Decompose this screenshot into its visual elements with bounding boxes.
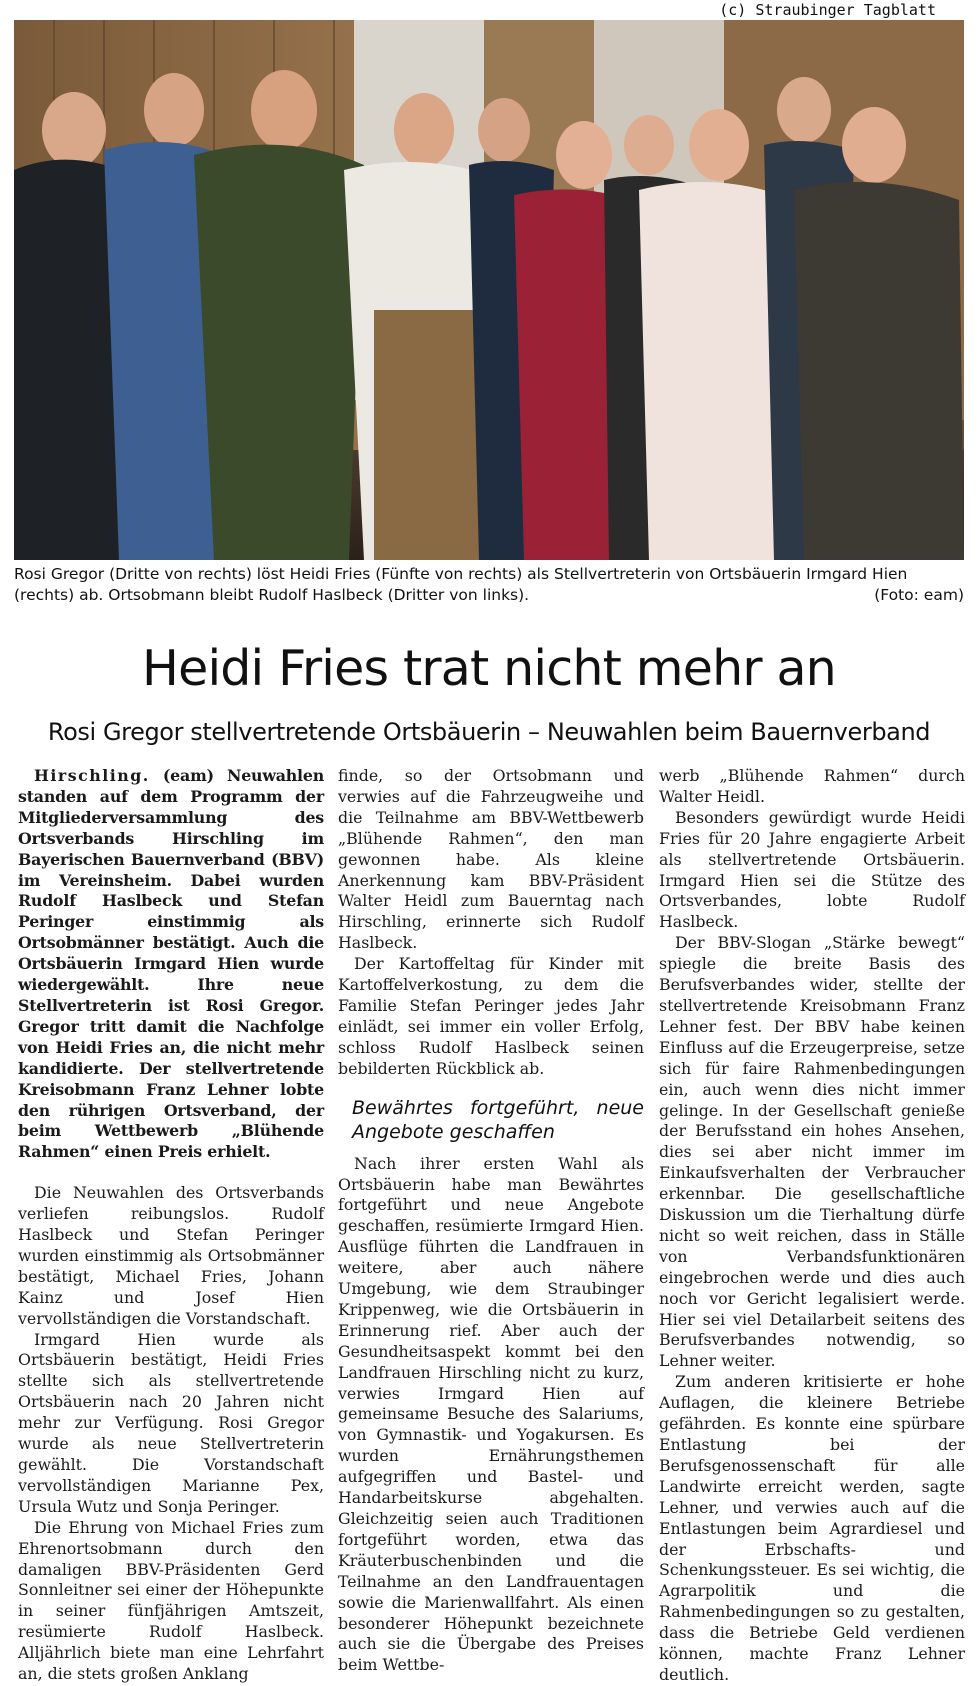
lead-text: (eam) Neuwahlen standen auf dem Programm der Mitgliederversammlung des Ortsverbands Hirschling im Bayerischen Bauernverband (BBV) im Vereinsheim. Dabei wurden Rudolf Haslbeck und Stefan Peringer einstimmig als Ortsobmänner bestätigt. Auch die Ortsbäuerin Irmgard Hien wurde wiedergewählt. Ihre neue Stellvertreterin ist Rosi Gregor. Gregor tritt damit die Nachfolge von Heidi Fries an, die nicht mehr kandidierte. Der stellvertretende Kreisobmann Franz Lehner lobte den rührigen Ortsverband, der beim Wettbewerb „Blühende Rahmen“ einen Preis erhielt. [18,766,324,1162]
caption-text: Rosi Gregor (Dritte von rechts) löst Heidi Fries (Fünfte von rechts) als Stellvertreterin von Ortsbäuerin Irmgard Hien (rechts) ab. Ortsobmann bleibt Rudolf Haslbeck (Dritter von links). [14,565,908,604]
group-photo [14,20,964,560]
article-column-1 [18,766,324,1685]
copyright-credit: (c) Straubinger Tagblatt [719,1,936,19]
paragraph: Zum anderen kritisierte er hohe Auflagen, die kleinere Betriebe gefährden. Es konnte eine spürbare Entlastung bei der Berufsgenossenschaft für alle Landwirte erreicht werden, sagte Lehner, und verwies auch auf die Entlastungen beim Agrardiesel und der Erbschafts- und Schenkungssteuer. Es sei wichtig, die Agrarpolitik und die Rahmenbedingungen so zu gestalten, dass die Betriebe Geld verdienen können, machte Franz Lehner deutlich. [659,1372,965,1684]
paragraph: Besonders gewürdigt wurde Heidi Fries für 20 Jahre engagierte Arbeit als stellvertretende Ortsbäuerin. Irmgard Hien sei die Stütze des Ortsverbandes, lobte Rudolf Haslbeck. [659,807,965,932]
article-lead [18,766,324,1163]
paragraph-continued: finde, so der Ortsobmann und verwies auf die Fahrzeugweihe und die Teilnahme am BBV-Wettbewerb „Blühende Rahmen“, den man gewonnen habe. Als kleine Anerkennung kam BBV-Präsident Walter Heidl zum Bauerntag nach Hirschling, erinnerte sich Rudolf Haslbeck. [338,766,644,953]
paragraph: Nach ihrer ersten Wahl als Ortsbäuerin habe man Bewährtes fortgeführt und neue Angebote geschaffen, resümierte Irmgard Hien. Ausflüge führten die Landfrauen in weitere, aber auch nähere Umgebung, wie dem Straubinger Krippenweg, wie die Ortsbäuerin in Erinnerung rief. Aber auch der Gesundheitsaspekt kommt bei den Landfrauen Hirschling nicht zu kurz, verwies Irmgard Hien auf gemeinsame Besuche des Salariums, von Gymnastik- und Yogakursen. Es wurden Ernährungsthemen aufgegriffen und Bastel- und Handarbeitskurse abgehalten. Gleichzeitig seien auch Traditionen fortgeführt worden, etwa das Kräuterbuschenbinden und die Teilnahme an den Landfrauentagen sowie die Marienwallfahrt. Als einen besonderer Höhepunkt bezeichnete auch sie die Übergabe des Preises beim Wettbe- [338,1153,644,1675]
paragraph: Irmgard Hien wurde als Ortsbäuerin bestätigt, Heidi Fries stellte sich als stellvertretende Ortsbäuerin nach 20 Jahren nicht mehr zur Verfügung. Rosi Gregor wurde als neue Stellvertreterin gewählt. Die Vorstandschaft vervollständigen Marianne Pex, Ursula Wutz und Sonja Peringer. [18,1329,324,1516]
photo-caption [14,564,964,606]
article-column-3 [659,766,965,1686]
headline: Heidi Fries trat nicht mehr an [142,640,836,697]
paragraph: Der BBV-Slogan „Stärke bewegt“ spiegle die breite Basis des Berufsverbandes wider, stellte der stellvertretende Kreisobmann Franz Lehner fest. Der BBV habe keinen Einfluss auf die Erzeugerpreise, setze sich für faire Rahmenbedingungen ein, auch wenn dies nicht immer gelinge. In der Gesellschaft genieße der Berufsstand ein hohes Ansehen, dies sei aber nicht immer im Einkaufsverhalten der Verbraucher erkennbar. Die gesellschaftliche Diskussion um die Tierhaltung dürfe nicht so weit reichen, dass in Ställe von Verbandsfunktionären eingebrochen werde und dies auch noch vor Gericht legalisiert werde. Hier sei viel Detailarbeit seitens des Berufsverbandes notwendig, so Lehner weiter. [659,933,965,1371]
subheadline: Rosi Gregor stellvertretende Ortsbäuerin – Neuwahlen beim Bauernverband [47,718,931,746]
paragraph: Der Kartoffeltag für Kinder mit Kartoffelverkostung, zu dem die Familie Stefan Peringer jedes Jahr einlädt, sei immer ein voller Erfolg, schloss Rudolf Haslbeck seinen bebilderten Rückblick ab. [338,954,644,1078]
subhead: Bewährtes fortgeführt, neue Angebote geschaffen [352,1096,644,1143]
article-column-2 [338,766,644,1676]
dateline: Hirschling. [34,766,150,785]
paragraph: Die Neuwahlen des Ortsverbands verliefen reibungslos. Rudolf Haslbeck und Stefan Peringer wurden einstimmig als Ortsobmänner bestätigt, Michael Fries, Johann Kainz und Josef Hien vervollständigen die Vorstandschaft. [18,1183,324,1328]
paragraph-continued: werb „Blühende Rahmen“ durch Walter Heidl. [659,766,965,806]
photo-credit: (Foto: eam) [874,586,964,604]
paragraph: Die Ehrung von Michael Fries zum Ehrenortsobmann durch den damaligen BBV-Präsidenten Gerd Sonnleitner sei einer der Höhepunkte in seiner fünfjährigen Amtszeit, resümierte Rudolf Haslbeck. Alljährlich biete man eine Lehrfahrt an, die stets großen Anklang [18,1517,324,1684]
